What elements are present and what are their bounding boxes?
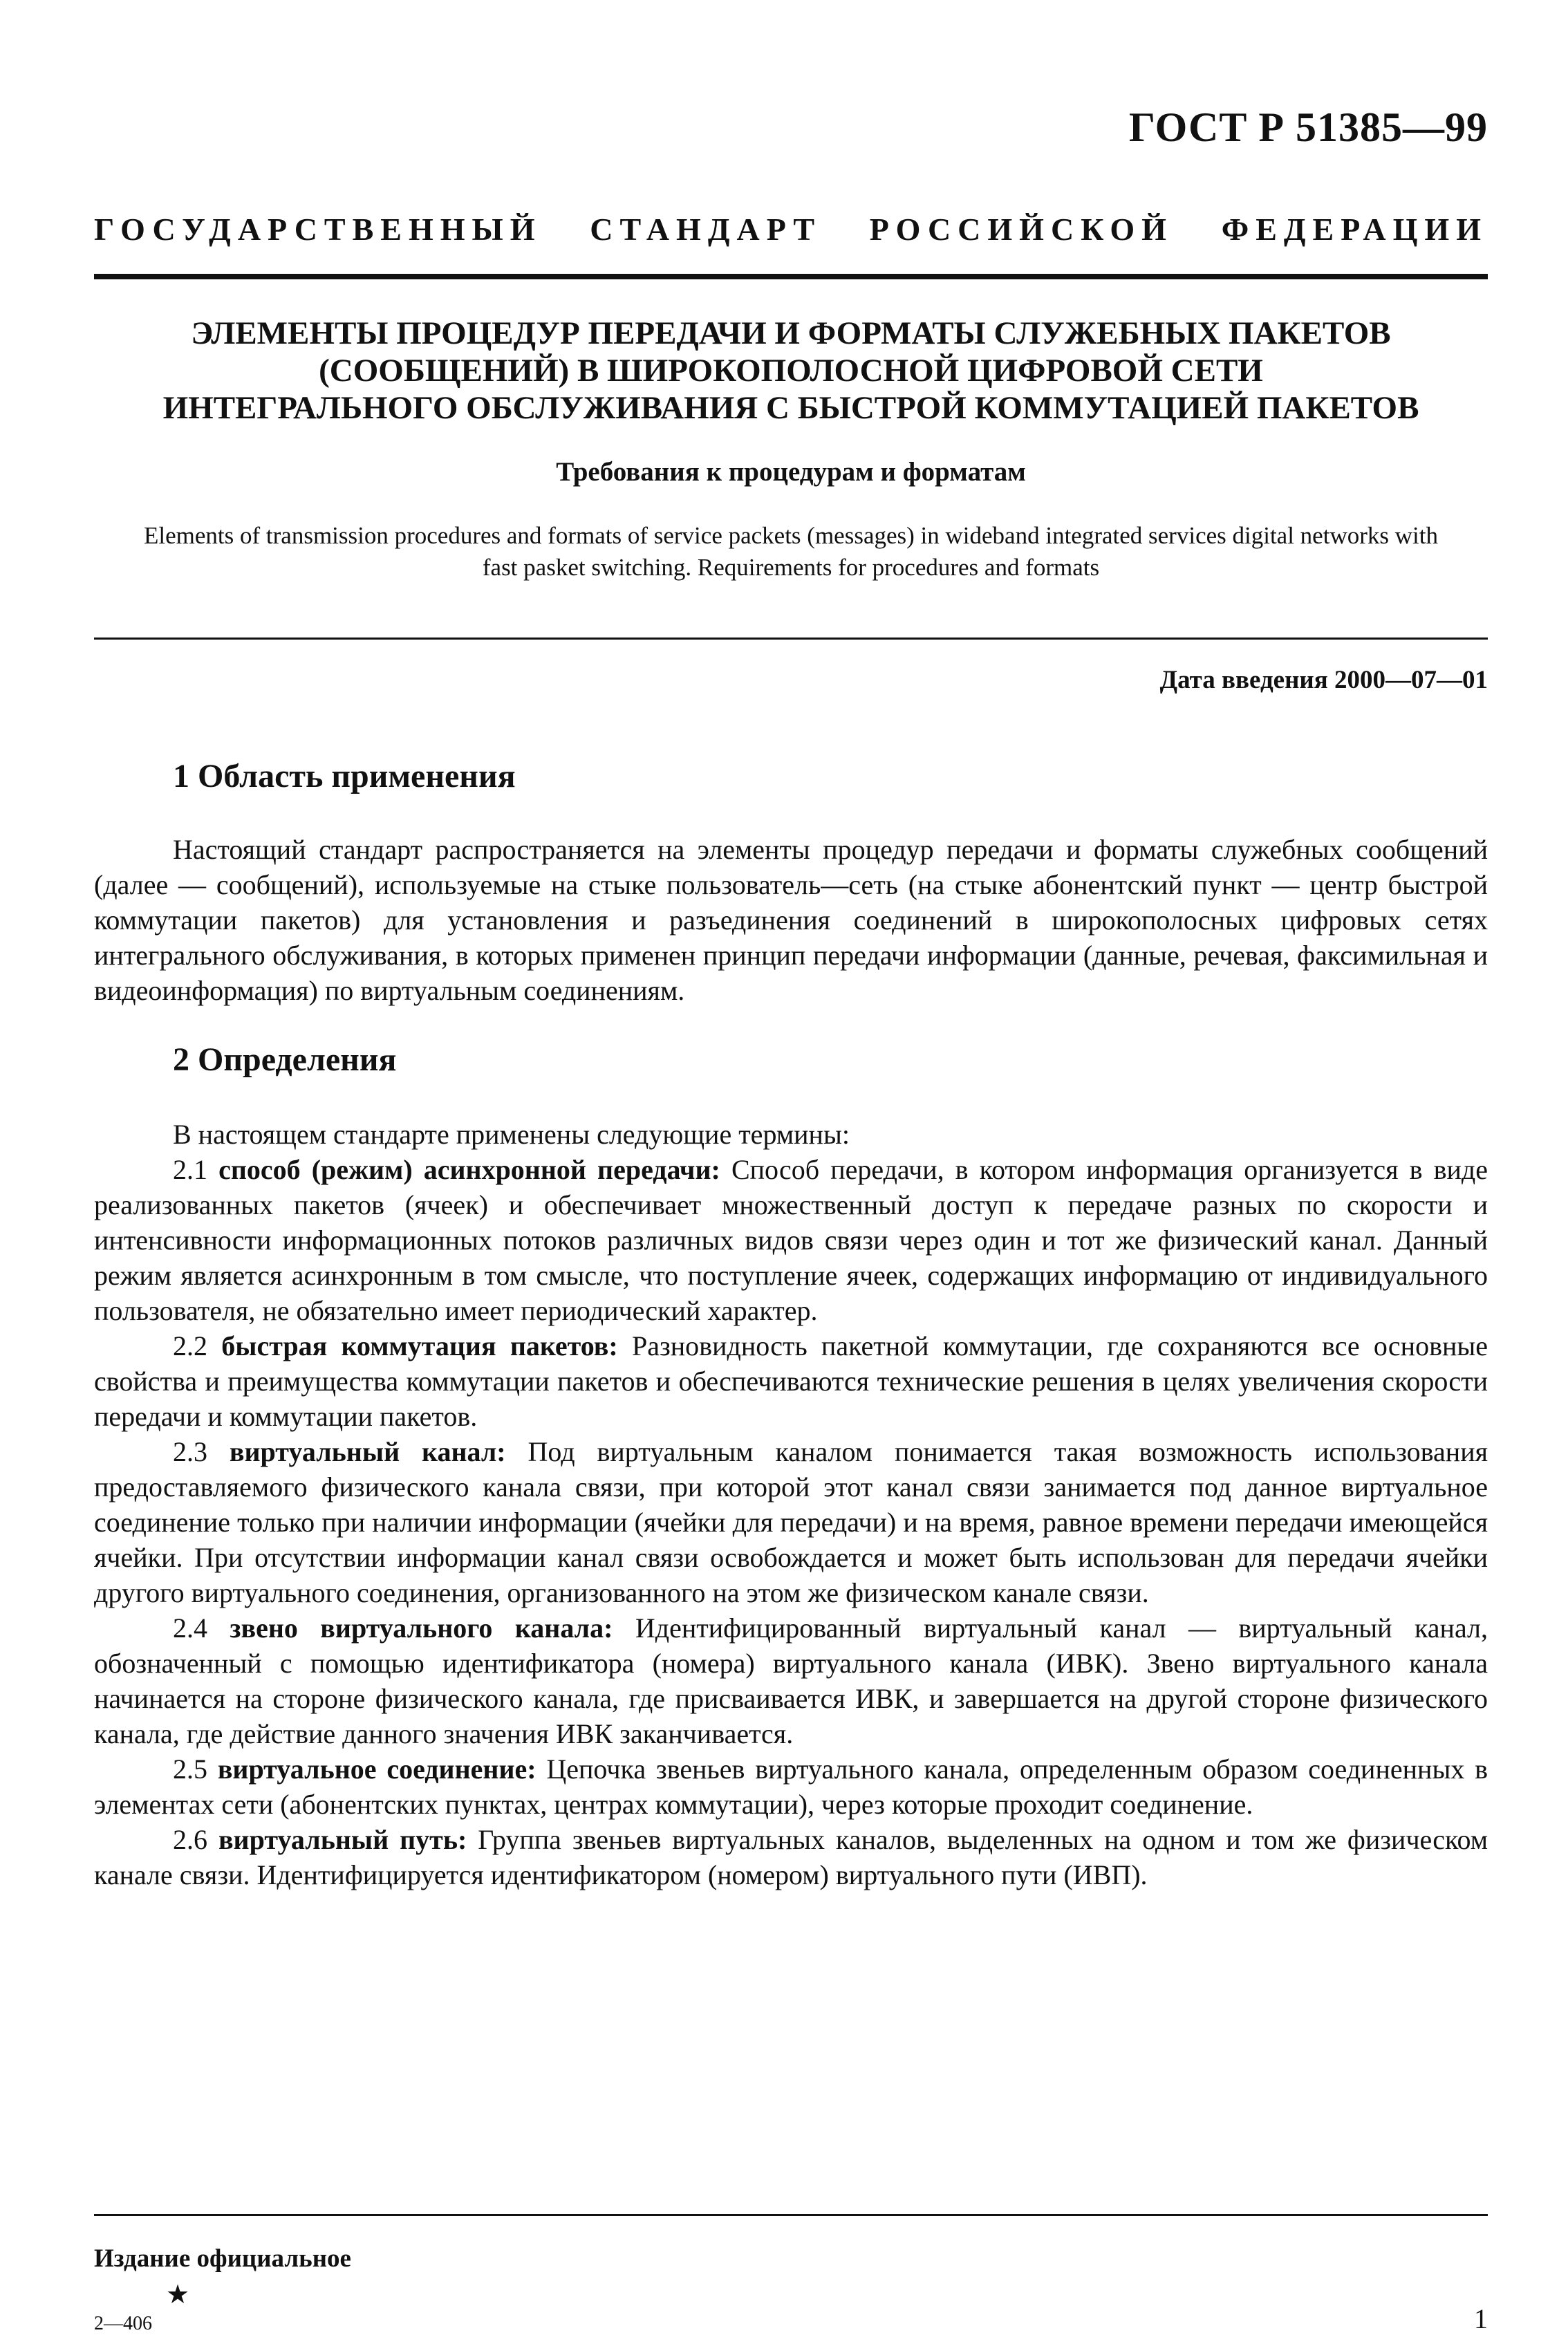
- section-2-intro: В настоящем стандарте применены следующие термины:: [173, 1119, 850, 1150]
- english-title: Elements of transmission procedures and formats of service packets (messages) in wideband integrated services digital networks with fast pasket switching. Requirements for procedures and formats: [144, 522, 1438, 581]
- introduction-date: Дата введения 2000—07—01: [1159, 666, 1488, 694]
- title-line-3: ИНТЕГРАЛЬНОГО ОБСЛУЖИВАНИЯ С БЫСТРОЙ КОММУТАЦИЕЙ ПАКЕТОВ: [162, 390, 1419, 426]
- definition-term: виртуальное соединение:: [217, 1753, 536, 1785]
- document-title: [111, 315, 1471, 427]
- definition-2-1: 2.1 способ (режим) асинхронной передачи: Способ передачи, в котором информация организуется в виде реализованных пакетов (ячеек) и обеспечивает множественный доступ к передаче разных по скорости и интенсивности информационных потоков различных видов связи через один и тот же физический канал. Данный режим является асинхронным в том смысле, что поступление ячеек, содержащих информацию от индивидуального пользователя, не обязательно имеет периодический характер.: [94, 1154, 1488, 1326]
- definition-term: виртуальный путь:: [218, 1824, 467, 1855]
- section-1-heading: 1 Область применения: [173, 758, 516, 794]
- star-icon: ★: [166, 2280, 190, 2309]
- title-divider: [94, 638, 1488, 640]
- page-number: 1: [1474, 2303, 1488, 2334]
- definition-term: звено виртуального канала:: [230, 1612, 613, 1644]
- definition-term: виртуальный канал:: [229, 1436, 506, 1467]
- title-line-2: (СООБЩЕНИЙ) В ШИРОКОПОЛОСНОЙ ЦИФРОВОЙ СЕТИ: [319, 353, 1263, 389]
- definition-2-4: 2.4 звено виртуального канала: Идентифицированный виртуальный канал — виртуальный канал, обозначенный с помощью идентификатора (номера) виртуального канала (ИВК). Звено виртуального канала начинается на стороне физического канала, где присваивается ИВК, и завершается на другой стороне физического канала, где действие данного значения ИВК заканчивается.: [94, 1612, 1488, 1749]
- section-2-heading: 2 Определения: [173, 1041, 397, 1078]
- document-subtitle: Требования к процедурам и форматам: [556, 457, 1026, 487]
- section-1-paragraph: Настоящий стандарт распространяется на элементы процедур передачи и форматы служебных сообщений (далее — сообщений), используемые на стыке пользователь—сеть (на стыке абонентский пункт — центр быстрой коммутации пакетов) для установления и разъединения соединений в широкополосных цифровых сетях интегрального обслуживания, в которых применен принцип передачи информации (данные, речевая, факсимильная и видеоинформация) по виртуальным соединениям.: [94, 834, 1488, 1006]
- gost-code: ГОСТ Р 51385—99: [1128, 104, 1488, 150]
- state-standard-heading: ГОСУДАРСТВЕННЫЙ СТАНДАРТ РОССИЙСКОЙ ФЕДЕРАЦИИ: [94, 212, 1488, 247]
- definition-term: способ (режим) асинхронной передачи:: [218, 1154, 720, 1185]
- section-2-text: [94, 1117, 1488, 1892]
- title-line-1: ЭЛЕМЕНТЫ ПРОЦЕДУР ПЕРЕДАЧИ И ФОРМАТЫ СЛУЖЕБНЫХ ПАКЕТОВ: [191, 315, 1391, 351]
- definition-2-3: 2.3 виртуальный канал: Под виртуальным каналом понимается такая возможность использования предоставляемого физического канала связи, при которой этот канал связи занимается под данное виртуальное соединение только при наличии информации (ячейки для передачи) и на время, равное времени передачи имеющейся ячейки. При отсутствии информации канал связи освобождается и может быть использован для передачи ячейки другого виртуального соединения, организованного на этом же физическом канале связи.: [94, 1436, 1488, 1608]
- definition-2-2: 2.2 быстрая коммутация пакетов: Разновидность пакетной коммутации, где сохраняются все основные свойства и преимущества коммутации пакетов и обеспечиваются технические решения в целях увеличения скорости передачи и коммутации пакетов.: [94, 1330, 1488, 1432]
- definition-term: быстрая коммутация пакетов:: [221, 1330, 618, 1361]
- section-1-text: [94, 832, 1488, 1008]
- print-code: 2—406: [94, 2313, 152, 2334]
- official-edition-label: Издание официальное: [94, 2244, 351, 2273]
- footer-divider: [94, 2214, 1488, 2216]
- header-divider: [94, 274, 1488, 279]
- definition-2-6: 2.6 виртуальный путь: Группа звеньев виртуальных каналов, выделенных на одном и том же физическом канале связи. Идентифицируется идентификатором (номером) виртуального пути (ИВП).: [94, 1824, 1488, 1890]
- definition-2-5: 2.5 виртуальное соединение: Цепочка звеньев виртуального канала, определенным образом соединенных в элементах сети (абонентских пунктах, центрах коммутации), через которые проходит соединение.: [94, 1753, 1488, 1820]
